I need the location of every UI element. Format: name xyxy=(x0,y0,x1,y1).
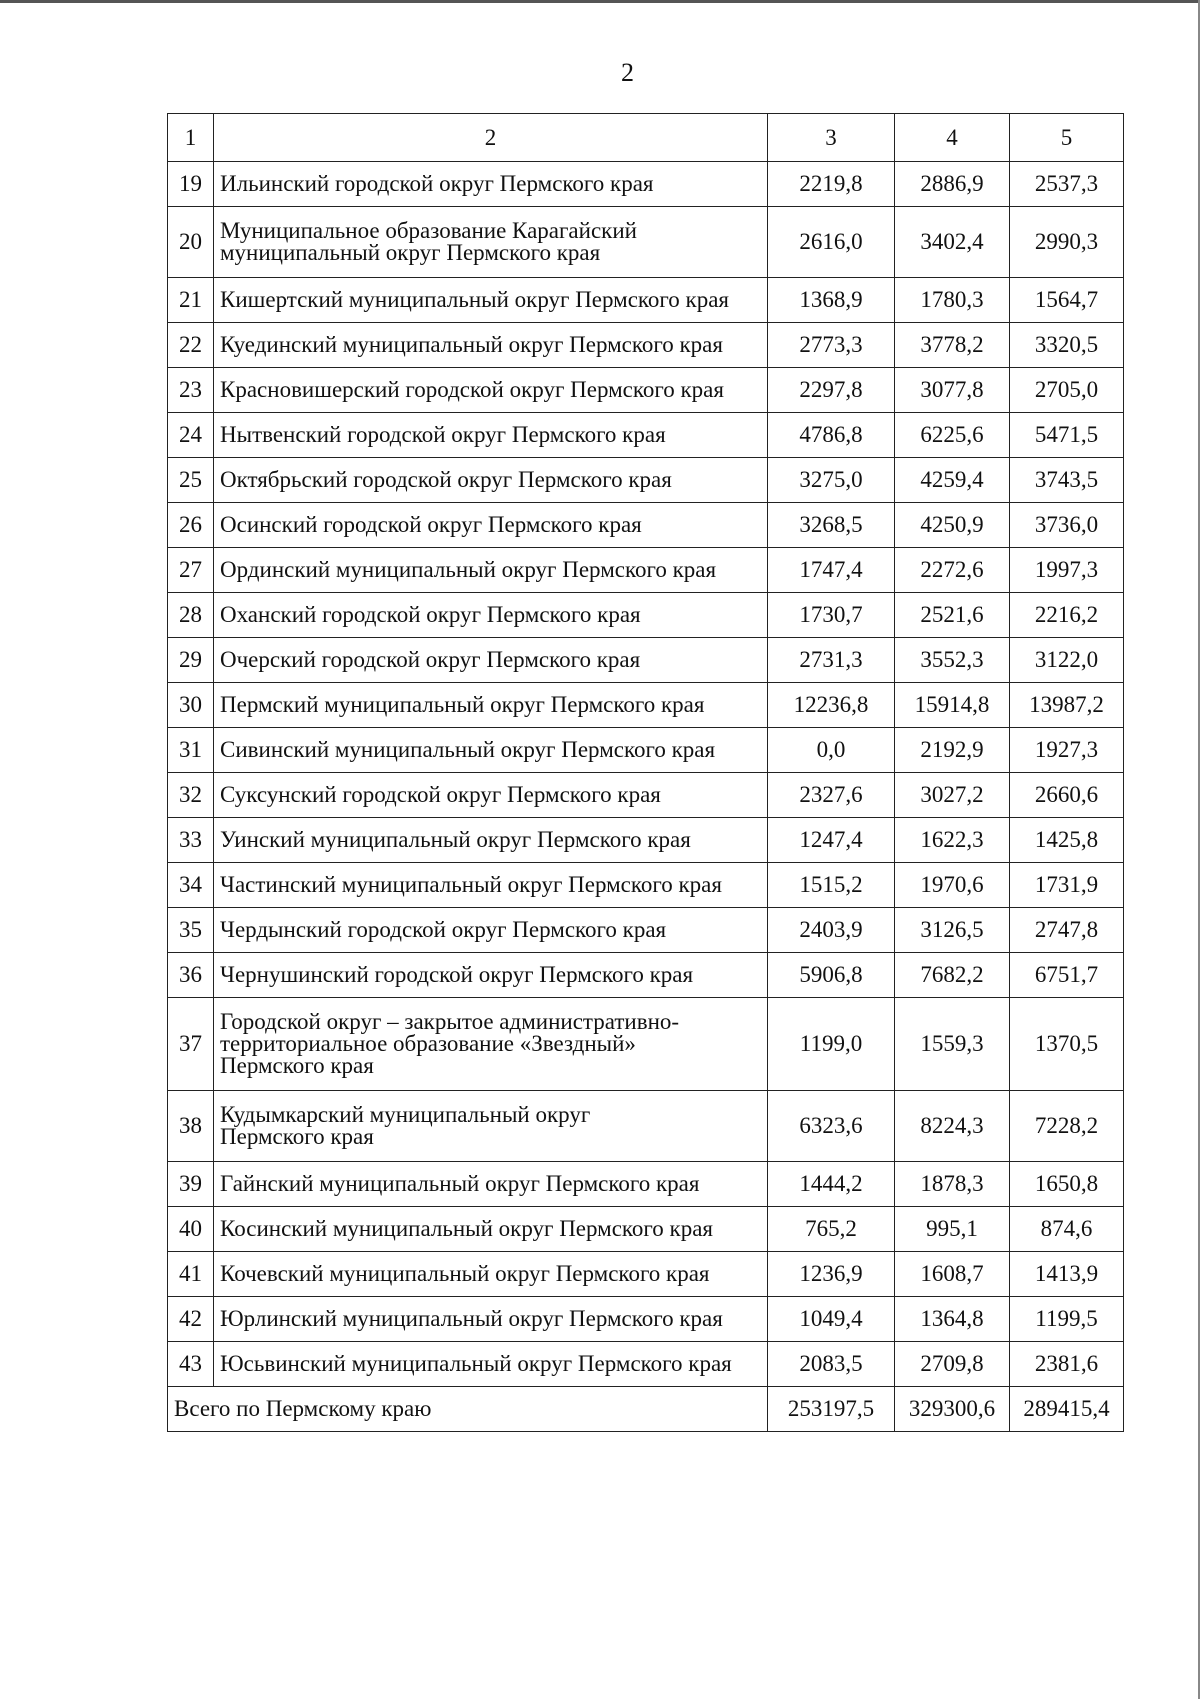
value-col-3: 1236,9 xyxy=(768,1252,895,1297)
municipality-name-line: Октябрьский городской округ Пермского края xyxy=(220,467,672,492)
table-row xyxy=(168,413,1124,458)
value-col-5: 2747,8 xyxy=(1010,908,1124,953)
value-col-3: 5906,8 xyxy=(768,953,895,998)
table-row xyxy=(168,998,1124,1091)
value-col-4: 1559,3 xyxy=(895,998,1010,1091)
value-col-5: 3122,0 xyxy=(1010,638,1124,683)
table-row xyxy=(168,863,1124,908)
value-col-4: 2521,6 xyxy=(895,593,1010,638)
value-col-3: 2219,8 xyxy=(768,162,895,207)
municipality-name xyxy=(214,548,768,593)
municipality-name-line: Куединский муниципальный округ Пермского края xyxy=(220,332,723,357)
value-col-5: 6751,7 xyxy=(1010,953,1124,998)
table-row xyxy=(168,162,1124,207)
table-row xyxy=(168,1091,1124,1162)
value-col-5: 2537,3 xyxy=(1010,162,1124,207)
row-number: 43 xyxy=(168,1342,214,1387)
municipality-name-line: территориальное образование «Звездный» xyxy=(220,1031,636,1056)
municipality-name-line: Суксунский городской округ Пермского края xyxy=(220,782,661,807)
row-number: 32 xyxy=(168,773,214,818)
value-col-5: 1997,3 xyxy=(1010,548,1124,593)
value-col-4: 15914,8 xyxy=(895,683,1010,728)
municipality-name-line: Гайнский муниципальный округ Пермского края xyxy=(220,1171,700,1196)
value-col-3: 2403,9 xyxy=(768,908,895,953)
row-number: 31 xyxy=(168,728,214,773)
value-col-3: 2083,5 xyxy=(768,1342,895,1387)
municipality-name xyxy=(214,458,768,503)
municipality-name-line: Частинский муниципальный округ Пермского края xyxy=(220,872,722,897)
value-col-5: 1413,9 xyxy=(1010,1252,1124,1297)
value-col-4: 4259,4 xyxy=(895,458,1010,503)
value-col-3: 1049,4 xyxy=(768,1297,895,1342)
value-col-3: 1199,0 xyxy=(768,998,895,1091)
row-number: 30 xyxy=(168,683,214,728)
value-col-4: 3402,4 xyxy=(895,207,1010,278)
table-row xyxy=(168,1252,1124,1297)
municipality-name xyxy=(214,1162,768,1207)
table-row xyxy=(168,278,1124,323)
value-col-3: 4786,8 xyxy=(768,413,895,458)
municipality-name-line: Юрлинский муниципальный округ Пермского края xyxy=(220,1306,723,1331)
value-col-4: 3778,2 xyxy=(895,323,1010,368)
row-number: 33 xyxy=(168,818,214,863)
row-number: 21 xyxy=(168,278,214,323)
value-col-5: 2381,6 xyxy=(1010,1342,1124,1387)
value-col-3: 2616,0 xyxy=(768,207,895,278)
value-col-3: 2773,3 xyxy=(768,323,895,368)
municipality-name-line: Косинский муниципальный округ Пермского края xyxy=(220,1216,714,1241)
value-col-3: 2327,6 xyxy=(768,773,895,818)
value-col-3: 765,2 xyxy=(768,1207,895,1252)
value-col-4: 7682,2 xyxy=(895,953,1010,998)
value-col-3: 1515,2 xyxy=(768,863,895,908)
value-col-5: 13987,2 xyxy=(1010,683,1124,728)
row-number: 23 xyxy=(168,368,214,413)
municipality-name-line: Юсьвинский муниципальный округ Пермского края xyxy=(220,1351,732,1376)
municipality-name-line: Пермского края xyxy=(220,1124,374,1149)
total-value-col-3: 253197,5 xyxy=(768,1387,895,1432)
row-number: 29 xyxy=(168,638,214,683)
table-row xyxy=(168,728,1124,773)
data-table xyxy=(167,113,1124,1432)
municipality-name-line: Кишертский муниципальный округ Пермского края xyxy=(220,287,730,312)
municipality-name xyxy=(214,503,768,548)
municipality-name-line: Очерский городской округ Пермского края xyxy=(220,647,641,672)
municipality-name xyxy=(214,1252,768,1297)
row-number: 27 xyxy=(168,548,214,593)
value-col-4: 2192,9 xyxy=(895,728,1010,773)
row-number: 38 xyxy=(168,1091,214,1162)
value-col-3: 6323,6 xyxy=(768,1091,895,1162)
value-col-5: 1425,8 xyxy=(1010,818,1124,863)
municipality-name-line: муниципальный округ Пермского края xyxy=(220,240,601,265)
municipality-name-line: Городской округ – закрытое административно- xyxy=(220,1009,680,1034)
row-number: 22 xyxy=(168,323,214,368)
table-row xyxy=(168,368,1124,413)
municipality-name-line: Ординский муниципальный округ Пермского края xyxy=(220,557,717,582)
value-col-4: 3077,8 xyxy=(895,368,1010,413)
row-number: 25 xyxy=(168,458,214,503)
value-col-5: 2990,3 xyxy=(1010,207,1124,278)
municipality-name-line: Красновишерский городской округ Пермского края xyxy=(220,377,724,402)
municipality-name xyxy=(214,1342,768,1387)
table-row xyxy=(168,953,1124,998)
row-number: 36 xyxy=(168,953,214,998)
municipality-name xyxy=(214,1207,768,1252)
table-row xyxy=(168,548,1124,593)
value-col-5: 1370,5 xyxy=(1010,998,1124,1091)
row-number: 35 xyxy=(168,908,214,953)
row-number: 28 xyxy=(168,593,214,638)
value-col-4: 4250,9 xyxy=(895,503,1010,548)
municipality-name-line: Оханский городской округ Пермского края xyxy=(220,602,641,627)
table-row xyxy=(168,638,1124,683)
value-col-4: 8224,3 xyxy=(895,1091,1010,1162)
value-col-4: 2886,9 xyxy=(895,162,1010,207)
value-col-4: 1608,7 xyxy=(895,1252,1010,1297)
value-col-3: 1730,7 xyxy=(768,593,895,638)
municipality-name-line: Чернушинский городской округ Пермского края xyxy=(220,962,694,987)
municipality-name xyxy=(214,413,768,458)
municipality-name xyxy=(214,207,768,278)
row-number: 20 xyxy=(168,207,214,278)
total-value-col-5: 289415,4 xyxy=(1010,1387,1124,1432)
value-col-3: 2731,3 xyxy=(768,638,895,683)
value-col-5: 874,6 xyxy=(1010,1207,1124,1252)
value-col-5: 2705,0 xyxy=(1010,368,1124,413)
table-row xyxy=(168,593,1124,638)
municipality-name-line: Осинский городской округ Пермского края xyxy=(220,512,642,537)
value-col-4: 3552,3 xyxy=(895,638,1010,683)
table-row xyxy=(168,323,1124,368)
total-label: Всего по Пермскому краю xyxy=(168,1387,768,1432)
municipality-name xyxy=(214,818,768,863)
row-number: 41 xyxy=(168,1252,214,1297)
municipality-name xyxy=(214,638,768,683)
value-col-3: 0,0 xyxy=(768,728,895,773)
value-col-3: 1747,4 xyxy=(768,548,895,593)
row-number: 37 xyxy=(168,998,214,1091)
municipality-name xyxy=(214,1297,768,1342)
header-col-1: 1 xyxy=(168,114,214,162)
value-col-5: 1927,3 xyxy=(1010,728,1124,773)
municipality-name xyxy=(214,593,768,638)
municipality-name-line: Муниципальное образование Карагайский xyxy=(220,218,637,243)
value-col-4: 2709,8 xyxy=(895,1342,1010,1387)
municipality-name-line: Ильинский городской округ Пермского края xyxy=(220,171,654,196)
header-col-5: 5 xyxy=(1010,114,1124,162)
municipality-name xyxy=(214,998,768,1091)
value-col-4: 995,1 xyxy=(895,1207,1010,1252)
table-row xyxy=(168,1297,1124,1342)
table-row xyxy=(168,1207,1124,1252)
value-col-4: 1364,8 xyxy=(895,1297,1010,1342)
header-col-3: 3 xyxy=(768,114,895,162)
value-col-5: 3320,5 xyxy=(1010,323,1124,368)
value-col-4: 1970,6 xyxy=(895,863,1010,908)
table-row xyxy=(168,207,1124,278)
value-col-5: 3743,5 xyxy=(1010,458,1124,503)
municipality-name xyxy=(214,728,768,773)
table-row xyxy=(168,683,1124,728)
table-row xyxy=(168,818,1124,863)
value-col-3: 1247,4 xyxy=(768,818,895,863)
value-col-4: 6225,6 xyxy=(895,413,1010,458)
table-body xyxy=(168,114,1124,1432)
municipality-name-line: Сивинский муниципальный округ Пермского края xyxy=(220,737,716,762)
table-row xyxy=(168,1342,1124,1387)
table-row xyxy=(168,1162,1124,1207)
value-col-4: 2272,6 xyxy=(895,548,1010,593)
value-col-3: 1444,2 xyxy=(768,1162,895,1207)
value-col-3: 12236,8 xyxy=(768,683,895,728)
scan-top-edge xyxy=(0,0,1200,3)
municipality-name xyxy=(214,953,768,998)
value-col-5: 1731,9 xyxy=(1010,863,1124,908)
row-number: 39 xyxy=(168,1162,214,1207)
municipality-name xyxy=(214,683,768,728)
value-col-5: 2660,6 xyxy=(1010,773,1124,818)
municipality-name-line: Пермского края xyxy=(220,1053,374,1078)
row-number: 40 xyxy=(168,1207,214,1252)
value-col-5: 5471,5 xyxy=(1010,413,1124,458)
value-col-4: 3027,2 xyxy=(895,773,1010,818)
value-col-4: 3126,5 xyxy=(895,908,1010,953)
value-col-4: 1622,3 xyxy=(895,818,1010,863)
value-col-3: 2297,8 xyxy=(768,368,895,413)
row-number: 34 xyxy=(168,863,214,908)
value-col-4: 1780,3 xyxy=(895,278,1010,323)
municipality-name xyxy=(214,162,768,207)
table-row xyxy=(168,773,1124,818)
value-col-5: 1564,7 xyxy=(1010,278,1124,323)
value-col-5: 1650,8 xyxy=(1010,1162,1124,1207)
value-col-5: 1199,5 xyxy=(1010,1297,1124,1342)
municipality-name-line: Кудымкарский муниципальный округ xyxy=(220,1102,591,1127)
value-col-5: 3736,0 xyxy=(1010,503,1124,548)
header-col-4: 4 xyxy=(895,114,1010,162)
row-number: 24 xyxy=(168,413,214,458)
table-row xyxy=(168,458,1124,503)
row-number: 19 xyxy=(168,162,214,207)
value-col-3: 3275,0 xyxy=(768,458,895,503)
value-col-5: 2216,2 xyxy=(1010,593,1124,638)
municipality-name xyxy=(214,908,768,953)
value-col-4: 1878,3 xyxy=(895,1162,1010,1207)
value-col-3: 1368,9 xyxy=(768,278,895,323)
municipality-name xyxy=(214,278,768,323)
value-col-3: 3268,5 xyxy=(768,503,895,548)
municipality-name xyxy=(214,773,768,818)
municipality-name-line: Пермский муниципальный округ Пермского края xyxy=(220,692,705,717)
table-header-row xyxy=(168,114,1124,162)
total-value-col-4: 329300,6 xyxy=(895,1387,1010,1432)
municipality-name-line: Чердынский городской округ Пермского края xyxy=(220,917,667,942)
municipality-name-line: Кочевский муниципальный округ Пермского края xyxy=(220,1261,710,1286)
page-number: 2 xyxy=(621,58,634,87)
table-row xyxy=(168,908,1124,953)
municipality-name-line: Уинский муниципальный округ Пермского края xyxy=(220,827,691,852)
row-number: 42 xyxy=(168,1297,214,1342)
municipality-name-line: Нытвенский городской округ Пермского края xyxy=(220,422,666,447)
value-col-5: 7228,2 xyxy=(1010,1091,1124,1162)
municipality-name xyxy=(214,1091,768,1162)
municipality-name xyxy=(214,323,768,368)
total-row xyxy=(168,1387,1124,1432)
municipality-name xyxy=(214,368,768,413)
row-number: 26 xyxy=(168,503,214,548)
municipality-name xyxy=(214,863,768,908)
header-col-2: 2 xyxy=(214,114,768,162)
table-row xyxy=(168,503,1124,548)
